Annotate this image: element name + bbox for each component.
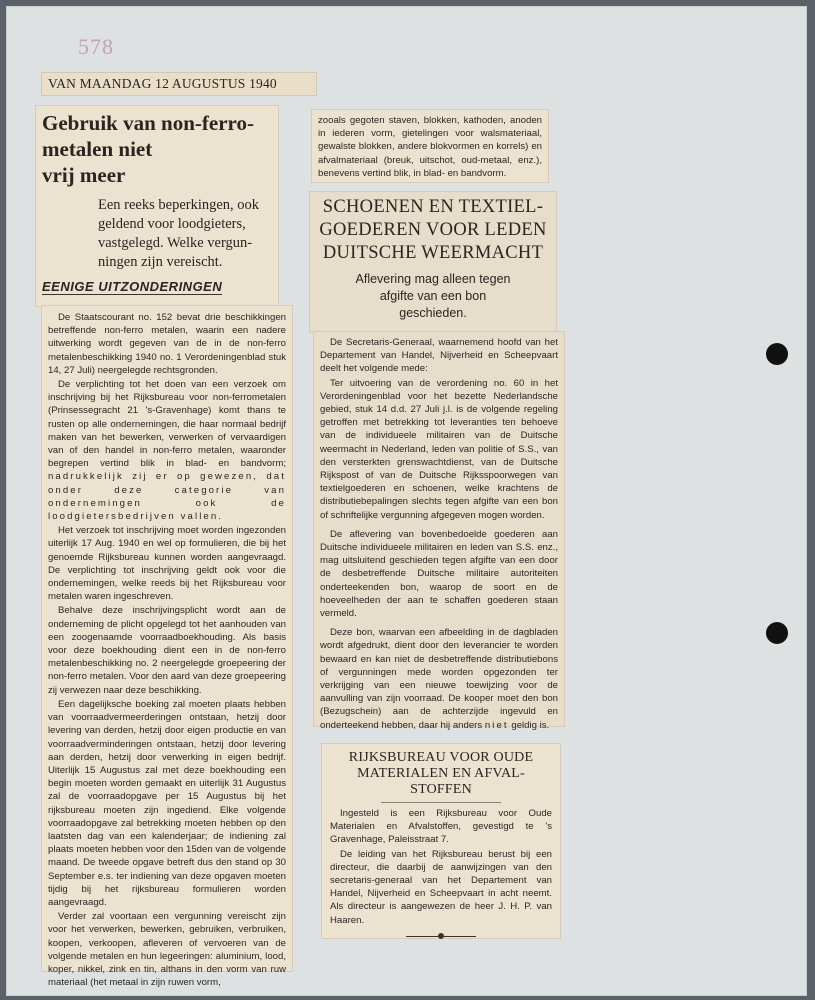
article1-headline xyxy=(42,110,272,188)
article1-paragraph xyxy=(48,378,286,523)
article1-paragraph: De Staatscourant no. 152 bevat drie beschikkingen betreffende non-ferro metalen, waarin een nadere uitwerking wordt gegeven van de in de non-ferro metalenbeschikking 1940 no. 1 Verordeningenblad stuk 14, 27 Juli) neergelegde rechtsgronden. xyxy=(48,312,286,376)
headline-line: SCHOENEN EN TEXTIEL- xyxy=(322,197,544,217)
article3-paragraph: De leiding van het Rijksbureau berust bij een directeur, die daarbij de aanwijzingen van den secretaris-generaal van het Departement van Handel, Nijverheid en Scheepvaart in acht neemt. Als directeur is aangewezen de heer J. H. P. van Haaren. xyxy=(330,848,552,926)
headline-line: STOFFEN xyxy=(410,782,472,797)
headline-line: RIJKSBUREAU VOOR OUDE xyxy=(348,750,534,765)
archive-page xyxy=(6,6,807,996)
clipping-rijksbureau xyxy=(322,744,560,938)
article2-headline xyxy=(316,196,550,265)
dateline: VAN MAANDAG 12 AUGUSTUS 1940 xyxy=(42,73,316,95)
article2-paragraph: De Secretaris-Generaal, waarnemend hoofd van het Departement van Handel, Nijverheid en Scheepvaart deelt het volgende mede: xyxy=(320,337,558,375)
subheadline-line: geschieden. xyxy=(399,306,467,320)
continuation-text: zooals gegoten staven, blokken, kathoden, anoden in iederen vorm, gietelingen voor walsmateriaal, gewalste blokken, andere blokvormen en korrels) en afvalmateriaal (breuk, uitschot, oud-metaal, enz.), benevens vertind blik, in blad- en bandvorm. xyxy=(318,115,542,179)
headline-line: DUITSCHE WEERMACHT xyxy=(322,243,544,263)
article1-paragraph: Behalve deze inschrijvingsplicht wordt aan de onderneming de plicht opgelegd tot het aanhouden van een zoogenaamde voorraadboekhouding. Als basis voor deze boekhouding dient een in de non-ferro metalenbeschikking no. 2 neergelegde groepeering der non-ferro metalen. Voor den aard van deze groepeering zij verwezen naar deze beschikking. xyxy=(48,605,286,696)
subheadline-line: geldend voor loodgieters, xyxy=(98,216,246,232)
binder-hole-top xyxy=(766,343,788,365)
paragraph-text: Deze bon, waarvan een afbeelding in de dagbladen wordt afgedrukt, dient door den leverancier te worden bewaard en kan niet de desbetreffende distributiebons of vergunningen mede worden opgezonden ter verkrijging van een nieuwe toewijzing voor de aanvulling van zijn voorraad. De kooper moet den bon (Bezugschein) aan de achterzijde ingevuld en onderteekend hebben, daar hij anders xyxy=(320,627,558,731)
article1-kicker: EENIGE UITZONDERINGEN xyxy=(42,279,223,294)
article2-paragraph: Ter uitvoering van de verordening no. 60 in het Verordeningenblad voor het bezette Nederlandsche gebied, stuk 14 d.d. 27 Juli j.l. is de volgende regeling getroffen met betrekking tot leveranties ten behoeve van de individueele militairen van de Duitsche weermacht in Nederland, leden van politie of S.S., van den versterkten grenswachtdienst, van de Duitsche Rijkspost of van de Duitsche Rijksspoorwegen van textielgoederen en schoenen, welke krachtens de distributiebepalingen slechts tegen afgifte van een bon of schriftelijke vergunning afgegeven mogen worden. xyxy=(320,377,558,521)
article3-headline xyxy=(330,750,552,798)
binder-hole-bottom xyxy=(766,622,788,644)
headline-line: vrij meer xyxy=(42,163,126,187)
emphasized-text: nadrukkelijk zij er op gewezen, dat onder deze categorie van ondernemingen ook de loodgietersbedrijven vallen. xyxy=(48,471,286,523)
article1-paragraph: Verder zal voortaan een vergunning vereischt zijn voor het verwerken, bewerken, gebruiken, verbruiken, koopen, verkoopen, afleveren of vervoeren van de volgende metalen en hun legeeringen: aluminium, lood, koper, nikkel, zink en tin, althans in den vorm van ruw materiaal (het metaal in zijn ruwen vorm, xyxy=(48,911,286,989)
clipping-shoenen xyxy=(310,192,556,332)
subheadline-line: Een reeks beperkingen, ook xyxy=(98,197,260,213)
article2-paragraph xyxy=(320,626,558,732)
subheadline-line: ningen zijn vereischt. xyxy=(98,254,223,270)
clipping-shoenen-body xyxy=(314,332,564,731)
paragraph-text: geldig is. xyxy=(511,719,550,731)
page-number: 578 xyxy=(78,34,114,59)
divider-rule xyxy=(381,802,501,803)
end-ornament xyxy=(406,933,476,939)
headline-line: GOEDEREN VOOR LEDEN xyxy=(319,220,547,240)
article1-paragraph: Het verzoek tot inschrijving moet worden ingezonden uiterlijk 17 Aug. 1940 en wel op formulieren, die bij het genoemde Rijksbureau kunnen worden aangevraagd. De verplichting tot inschrijving geldt ook voor die ondernemingen, welke reeds bij het Rijksbureau voor metalen waren ingeschreven. xyxy=(48,525,286,603)
clipping-non-ferro-body xyxy=(42,306,292,989)
paragraph-text: De verplichting tot het doen van een verzoek om inschrijving bij het Rijksbureau voor non-ferrometalen (Prinsessegracht 21 's-Gravenhage) komt thans te rusten op alle ondernemingen, die haar normaal bedrijf maken van het bewerken, verwerken of vervaardigen van of den handel in non-ferro metalen, waaronder begrepen vertind blik in blad- en bandvorm; xyxy=(48,379,286,470)
subheadline-line: afgifte van een bon xyxy=(379,289,487,303)
headline-line: Gebruik van non-ferro- xyxy=(42,111,254,135)
clipping-non-ferro xyxy=(36,106,278,306)
headline-line: metalen niet xyxy=(42,137,153,161)
headline-line: MATERIALEN EN AFVAL- xyxy=(357,766,525,781)
article2-paragraph: De aflevering van bovenbedoelde goederen aan Duitsche individueele militairen en leden van S.S. enz., mag uitsluitend geschieden tegen afgifte van een door de desbetreffende Duitsche militaire autoriteiten onderteekenden bon, waarop de soort en de hoeveelheden der aan te schaffen goederen staan vermeld. xyxy=(320,528,558,620)
emphasized-text: niet xyxy=(484,719,509,731)
clipping-continuation xyxy=(312,110,548,182)
article1-paragraph: Een dagelijksche boeking zal moeten plaats hebben van voorraadvermeerderingen ontstaan, hetzij door levering van derden, hetzij door eigen productie en van voorraadverminderingen ontstaan, hetzij door levering aan derden, hetzij door verwerking in eigen bedrijf. Uiterlijk 15 Augustus zal met deze boekhouding een begin moeten worden gemaakt en uiterlijk 31 Augustus zal de voorraadopgave per 15 Augustus bij het rijksbureau moeten zijn ingediend. Elke volgende voorraadopgave zal betrekking moeten hebben op den laatsten dag van een kalenderjaar; de indiening zal plaats moeten hebben voor den 15den van de volgende maand. De tweede opgave betreft dus den stand op 30 September e.s. ter indiening van deze opgaven moeten tijdig bij het rijksbureau formulieren worden aangevraagd. xyxy=(48,698,286,908)
article1-subheadline xyxy=(42,196,272,272)
article3-paragraph: Ingesteld is een Rijksbureau voor Oude Materialen en Afvalstoffen, gevestigd te 's Gravenhage, Paleisstraat 7. xyxy=(330,808,552,846)
subheadline-line: vastgelegd. Welke vergun- xyxy=(98,235,253,251)
article2-subheadline xyxy=(316,271,550,322)
subheadline-line: Aflevering mag alleen tegen xyxy=(355,272,511,286)
